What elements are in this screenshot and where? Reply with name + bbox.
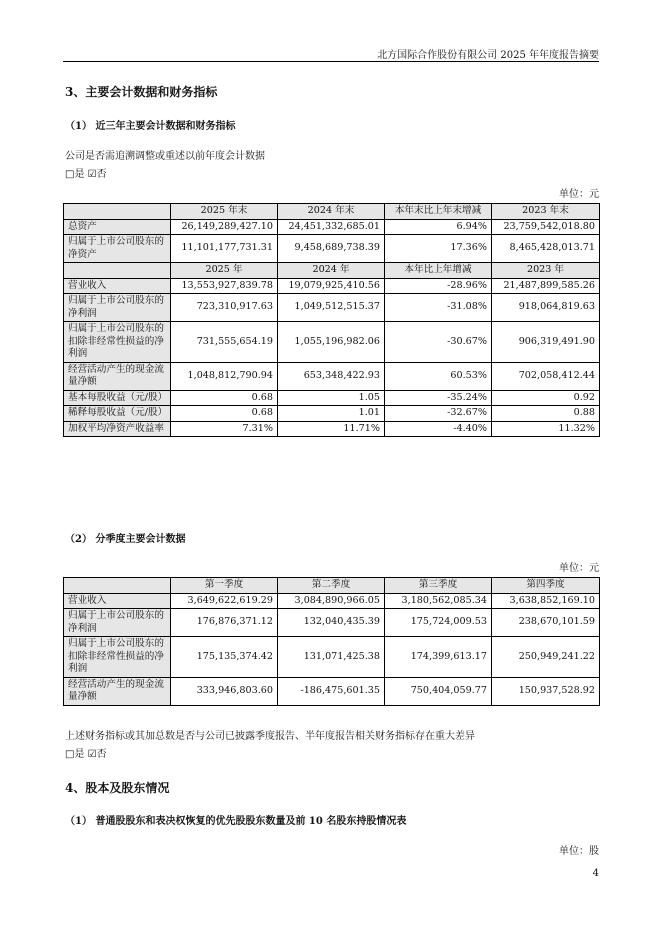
cell-value: 21,487,899,585.26 [492, 278, 600, 294]
cell-value: 6.94% [385, 219, 492, 235]
cell-value: 1,055,196,982.06 [278, 322, 385, 363]
table-header-row [64, 263, 600, 279]
cell-value: 333,946,803.60 [171, 677, 278, 705]
cell-value: 0.88 [492, 406, 600, 422]
header-divider [63, 61, 599, 62]
row-label: 基本每股收益（元/股） [64, 390, 171, 406]
table-row [64, 235, 600, 263]
column-header [64, 578, 171, 594]
restatement-question: 公司是否需追溯调整或重述以前年度会计数据 [65, 151, 265, 162]
cell-value: 176,876,371.12 [171, 609, 278, 637]
row-label: 归属于上市公司股东的净利润 [64, 294, 171, 322]
cell-value: 131,071,425.38 [278, 637, 385, 678]
cell-value: 3,638,852,169.10 [492, 593, 600, 609]
cell-value: -28.96% [385, 278, 492, 294]
unit-label-2: 单位：元 [559, 563, 599, 574]
cell-value: 11,101,177,731.31 [171, 235, 278, 263]
table-row [64, 421, 600, 437]
row-label: 营业收入 [64, 278, 171, 294]
cell-value: 723,310,917.63 [171, 294, 278, 322]
table-row [64, 322, 600, 363]
unit-label-3: 单位：股 [559, 846, 599, 857]
column-header: 本年末比上年末增减 [385, 204, 492, 220]
restatement-options: □是 ☑否 [65, 169, 107, 180]
cell-value: 7.31% [171, 421, 278, 437]
row-label: 归属于上市公司股东的扣除非经常性损益的净利润 [64, 637, 171, 678]
table-row [64, 390, 600, 406]
cell-value: 23,759,542,018.80 [492, 219, 600, 235]
unit-label-1: 单位：元 [559, 189, 599, 200]
column-header: 2025 年末 [171, 204, 278, 220]
row-label: 归属于上市公司股东的净资产 [64, 235, 171, 263]
cell-value: 26,149,289,427.10 [171, 219, 278, 235]
cell-value: 1,048,812,790.94 [171, 362, 278, 390]
discrepancy-question: 上述财务指标或其加总数是否与公司已披露季度报告、半年度报告相关财务指标存在重大差异 [65, 731, 475, 742]
section-4-subsection-1-title: （1） 普通股股东和表决权恢复的优先股股东数量及前 10 名股东持股情况表 [65, 816, 407, 827]
table-row [64, 593, 600, 609]
cell-value: 17.36% [385, 235, 492, 263]
column-header: 2024 年末 [278, 204, 385, 220]
row-label: 营业收入 [64, 593, 171, 609]
cell-value: -35.24% [385, 390, 492, 406]
cell-value: -31.08% [385, 294, 492, 322]
table-row [64, 677, 600, 705]
table-row [64, 219, 600, 235]
table-header-row [64, 578, 600, 594]
cell-value: 24,451,332,685.01 [278, 219, 385, 235]
cell-value: -30.67% [385, 322, 492, 363]
table-row [64, 362, 600, 390]
column-header: 2025 年 [171, 263, 278, 279]
page-header: 北方国际合作股份有限公司 2025 年年度报告摘要 [377, 50, 599, 61]
cell-value: 132,040,435.39 [278, 609, 385, 637]
column-header: 第四季度 [492, 578, 600, 594]
cell-value: 11.71% [278, 421, 385, 437]
table-row [64, 294, 600, 322]
row-label: 经营活动产生的现金流量净额 [64, 677, 171, 705]
table-row [64, 637, 600, 678]
annual-indicators-table [63, 203, 600, 437]
cell-value: 3,084,890,966.05 [278, 593, 385, 609]
column-header: 第一季度 [171, 578, 278, 594]
row-label: 归属于上市公司股东的扣除非经常性损益的净利润 [64, 322, 171, 363]
row-label: 总资产 [64, 219, 171, 235]
section-3-title: 3、主要会计数据和财务指标 [65, 85, 218, 99]
row-label: 稀释每股收益（元/股） [64, 406, 171, 422]
row-label: 经营活动产生的现金流量净额 [64, 362, 171, 390]
cell-value: 238,670,101.59 [492, 609, 600, 637]
cell-value: 906,319,491.90 [492, 322, 600, 363]
column-header: 2023 年末 [492, 204, 600, 220]
column-header [64, 263, 171, 279]
page-number: 4 [592, 868, 599, 879]
section-4-title: 4、股本及股东情况 [65, 781, 170, 795]
column-header: 本年比上年增减 [385, 263, 492, 279]
cell-value: 8,465,428,013.71 [492, 235, 600, 263]
column-header: 2024 年 [278, 263, 385, 279]
column-header: 第二季度 [278, 578, 385, 594]
cell-value: 0.68 [171, 406, 278, 422]
cell-value: 653,348,422.93 [278, 362, 385, 390]
table-row [64, 278, 600, 294]
cell-value: 918,064,819.63 [492, 294, 600, 322]
cell-value: 174,399,613.17 [385, 637, 492, 678]
row-label: 加权平均净资产收益率 [64, 421, 171, 437]
cell-value: 3,180,562,085.34 [385, 593, 492, 609]
cell-value: -186,475,601.35 [278, 677, 385, 705]
cell-value: 9,458,689,738.39 [278, 235, 385, 263]
row-label: 归属于上市公司股东的净利润 [64, 609, 171, 637]
cell-value: 750,404,059.77 [385, 677, 492, 705]
cell-value: -4.40% [385, 421, 492, 437]
cell-value: 150,937,528.92 [492, 677, 600, 705]
quarterly-data-table [63, 577, 600, 706]
column-header [64, 204, 171, 220]
cell-value: 0.92 [492, 390, 600, 406]
cell-value: 175,724,009.53 [385, 609, 492, 637]
cell-value: 13,553,927,839.78 [171, 278, 278, 294]
cell-value: 3,649,622,619.29 [171, 593, 278, 609]
cell-value: 1,049,512,515.37 [278, 294, 385, 322]
cell-value: 175,135,374.42 [171, 637, 278, 678]
column-header: 第三季度 [385, 578, 492, 594]
cell-value: 60.53% [385, 362, 492, 390]
cell-value: 1.05 [278, 390, 385, 406]
cell-value: 1.01 [278, 406, 385, 422]
table-header-row [64, 204, 600, 220]
cell-value: 250,949,241.22 [492, 637, 600, 678]
subsection-2-title: （2） 分季度主要会计数据 [65, 534, 186, 545]
table-row [64, 609, 600, 637]
cell-value: 19,079,925,410.56 [278, 278, 385, 294]
table-row [64, 406, 600, 422]
cell-value: 731,555,654.19 [171, 322, 278, 363]
subsection-1-title: （1） 近三年主要会计数据和财务指标 [65, 121, 236, 132]
cell-value: 11.32% [492, 421, 600, 437]
cell-value: -32.67% [385, 406, 492, 422]
column-header: 2023 年 [492, 263, 600, 279]
discrepancy-options: □是 ☑否 [65, 749, 107, 760]
cell-value: 0.68 [171, 390, 278, 406]
cell-value: 702,058,412.44 [492, 362, 600, 390]
